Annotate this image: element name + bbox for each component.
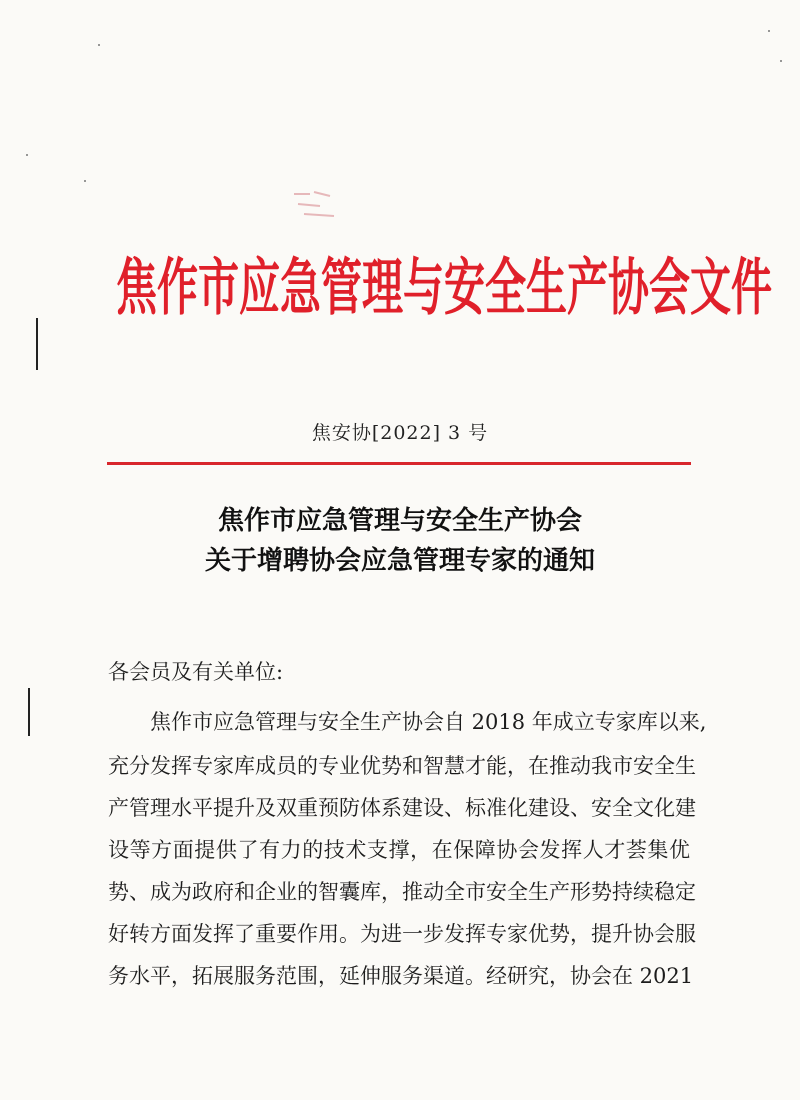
scan-speck (84, 180, 86, 182)
scan-speck (780, 60, 782, 62)
document-number: 焦安协[2022] 3 号 (311, 422, 489, 444)
body-line: 设等方面提供了有力的技术支撑，在保障协会发挥人才荟集优 (108, 838, 690, 862)
body-line: 充分发挥专家库成员的专业优势和智慧才能，在推动我市安全生 (108, 754, 696, 778)
issuer-header: 焦作市应急管理与安全生产协会文件 (116, 251, 772, 324)
scan-speck (768, 30, 770, 32)
scan-margin-mark (28, 688, 30, 736)
body-line: 产管理水平提升及双重预防体系建设、标准化建设、安全文化建 (108, 796, 696, 820)
salutation: 各会员及有关单位: (108, 660, 284, 684)
faint-stamp-mark (290, 186, 340, 222)
body-line: 好转方面发挥了重要作用。为进一步发挥专家优势，提升协会服 (108, 922, 696, 946)
scan-speck (98, 44, 100, 46)
body-line: 势、成为政府和企业的智囊库，推动全市安全生产形势持续稳定 (108, 880, 696, 904)
scan-speck (26, 154, 28, 156)
notice-title-line1: 焦作市应急管理与安全生产协会 (217, 506, 582, 536)
body-line: 焦作市应急管理与安全生产协会自 2018 年成立专家库以来, (150, 710, 707, 734)
body-line: 务水平，拓展服务范围，延伸服务渠道。经研究，协会在 2021 (108, 964, 694, 988)
header-divider (107, 462, 691, 465)
notice-title-line2: 关于增聘协会应急管理专家的通知 (204, 546, 595, 576)
scan-margin-mark (36, 318, 38, 370)
